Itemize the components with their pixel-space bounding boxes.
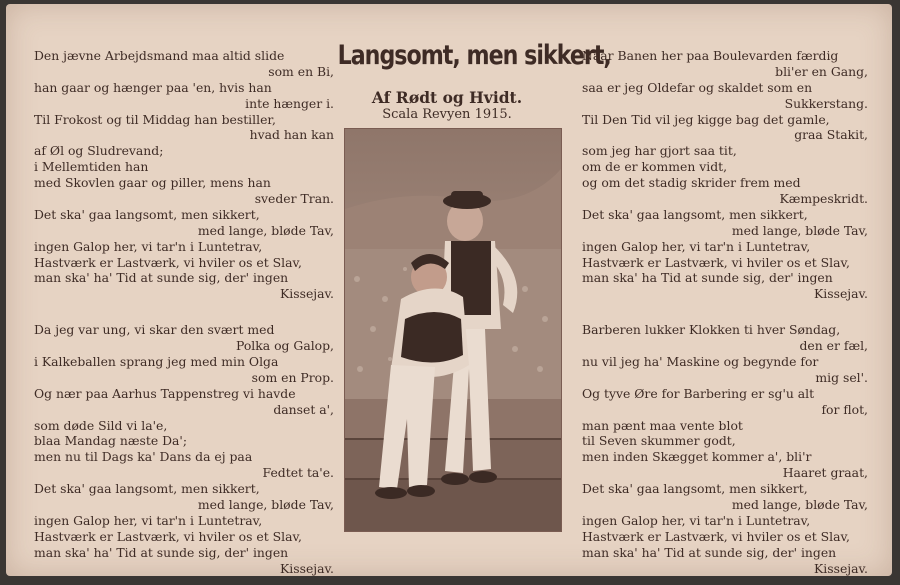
right-verse-column: [582, 48, 868, 577]
verse-line: Da jeg var ung, vi skar den svært med: [34, 322, 275, 338]
verse-line: ingen Galop her, vi tar'n i Luntetrav,: [34, 238, 263, 254]
verse-line: om de er kommen vidt,: [582, 159, 728, 175]
revue-subline: Scala Revyen 1915.: [382, 107, 512, 122]
verse-line: Sukkerstang.: [784, 95, 868, 111]
verse-line: Det ska' gaa langsomt, men sikkert,: [582, 206, 808, 222]
verse-line: Fedtet ta'e.: [262, 465, 334, 481]
verse-line: saa er jeg Oldefar og skaldet som en: [582, 79, 813, 95]
verse-line: bli'er en Gang,: [775, 63, 868, 79]
verse-line: man ska' ha' Tid at sunde sig, der' ingen: [34, 544, 289, 560]
verse-line: Kæmpeskridt.: [779, 191, 868, 207]
verse-line: han gaar og hænger paa 'en, hvis han: [34, 79, 272, 95]
verse-line: med lange, bløde Tav,: [197, 497, 334, 513]
postcard: [6, 4, 892, 576]
verse-line: og om det stadig skrider frem med: [582, 175, 801, 191]
verse-line: af Øl og Sludrevand;: [34, 143, 164, 159]
performers-photo-illustration: [345, 129, 561, 531]
verse-line: Og nær paa Aarhus Tappenstreg vi havde: [34, 385, 296, 401]
verse-line: Haaret graat,: [782, 465, 868, 481]
verse-line: Til Frokost og til Middag han bestiller,: [34, 111, 276, 127]
verse-line: Det ska' gaa langsomt, men sikkert,: [34, 206, 260, 222]
performers-photo: [344, 128, 562, 532]
verse-line: inte hænger i.: [245, 95, 334, 111]
verse-line: i Mellemtiden han: [34, 159, 149, 175]
verse-line: for flot,: [821, 401, 868, 417]
verse-line: men nu til Dags ka' Dans da ej paa: [34, 449, 253, 465]
verse-line: ingen Galop her, vi tar'n i Luntetrav,: [582, 238, 811, 254]
verse-line: med Skovlen gaar og piller, mens han: [34, 175, 271, 191]
verse-line: Polka og Galop,: [236, 338, 334, 354]
verse-line: ingen Galop her, vi tar'n i Luntetrav,: [34, 512, 263, 528]
verse-line: til Seven skummer godt,: [582, 433, 736, 449]
verse-line: blaa Mandag næste Da';: [34, 433, 187, 449]
verse-line: Og tyve Øre for Barbering er sg'u alt: [582, 385, 815, 401]
verse-line: man ska' ha' Tid at sunde sig, der' ingen: [34, 270, 289, 286]
verse-line: med lange, bløde Tav,: [731, 222, 868, 238]
verse-line: som døde Sild vi la'e,: [34, 417, 168, 433]
verse-line: Kissejav.: [280, 560, 334, 576]
verse-line: hvad han kan: [249, 127, 334, 143]
verse-line: Den jævne Arbejdsmand maa altid slide: [34, 48, 285, 63]
verse-line: Hastværk er Lastværk, vi hviler os et Slav,: [582, 528, 850, 544]
verse-line: den er fæl,: [799, 338, 868, 354]
verse-line: Kissejav.: [814, 560, 868, 576]
verse-line: som jeg har gjort saa tit,: [582, 143, 737, 159]
verse-line: sveder Tran.: [254, 191, 334, 207]
verse-line: man ska' ha Tid at sunde sig, der' ingen: [582, 270, 833, 286]
verse-line: Hastværk er Lastværk, vi hviler os et Slav,: [34, 254, 302, 270]
verse-line: Hastværk er Lastværk, vi hviler os et Slav,: [34, 528, 302, 544]
verse-line: Til Den Tid vil jeg kigge bag det gamle,: [582, 111, 830, 127]
song-title: Langsomt, men sikkert,: [337, 40, 611, 71]
verse-line: med lange, bløde Tav,: [197, 222, 334, 238]
verse-line: man ska' ha' Tid at sunde sig, der' ingen: [582, 544, 837, 560]
verse-line: med lange, bløde Tav,: [731, 497, 868, 513]
verse-line: Det ska' gaa langsomt, men sikkert,: [582, 481, 808, 497]
verse-line: mig sel'.: [815, 369, 868, 385]
verse-line: Hastværk er Lastværk, vi hviler os et Slav,: [582, 254, 850, 270]
verse-line: som en Prop.: [251, 369, 334, 385]
stanza-gap: [582, 302, 868, 322]
verse-line: Naar Banen her paa Boulevarden færdig: [582, 48, 839, 63]
stanza-gap: [34, 302, 334, 322]
verse-line: men inden Skægget kommer a', bli'r: [582, 449, 812, 465]
verse-line: Det ska' gaa langsomt, men sikkert,: [34, 481, 260, 497]
verse-line: i Kalkeballen sprang jeg med min Olga: [34, 354, 279, 370]
verse-line: man pænt maa vente blot: [582, 417, 743, 433]
verse-line: Barberen lukker Klokken ti hver Søndag,: [582, 322, 841, 338]
verse-line: nu vil jeg ha' Maskine og begynde for: [582, 354, 819, 370]
verse-line: ingen Galop her, vi tar'n i Luntetrav,: [582, 512, 811, 528]
verse-line: danset a',: [273, 401, 334, 417]
left-verse-column: [34, 48, 334, 577]
verse-line: som en Bi,: [268, 63, 334, 79]
verse-line: Kissejav.: [814, 286, 868, 302]
verse-line: graa Stakit,: [794, 127, 868, 143]
byline: Af Rødt og Hvidt.: [371, 88, 523, 107]
verse-line: Kissejav.: [280, 286, 334, 302]
